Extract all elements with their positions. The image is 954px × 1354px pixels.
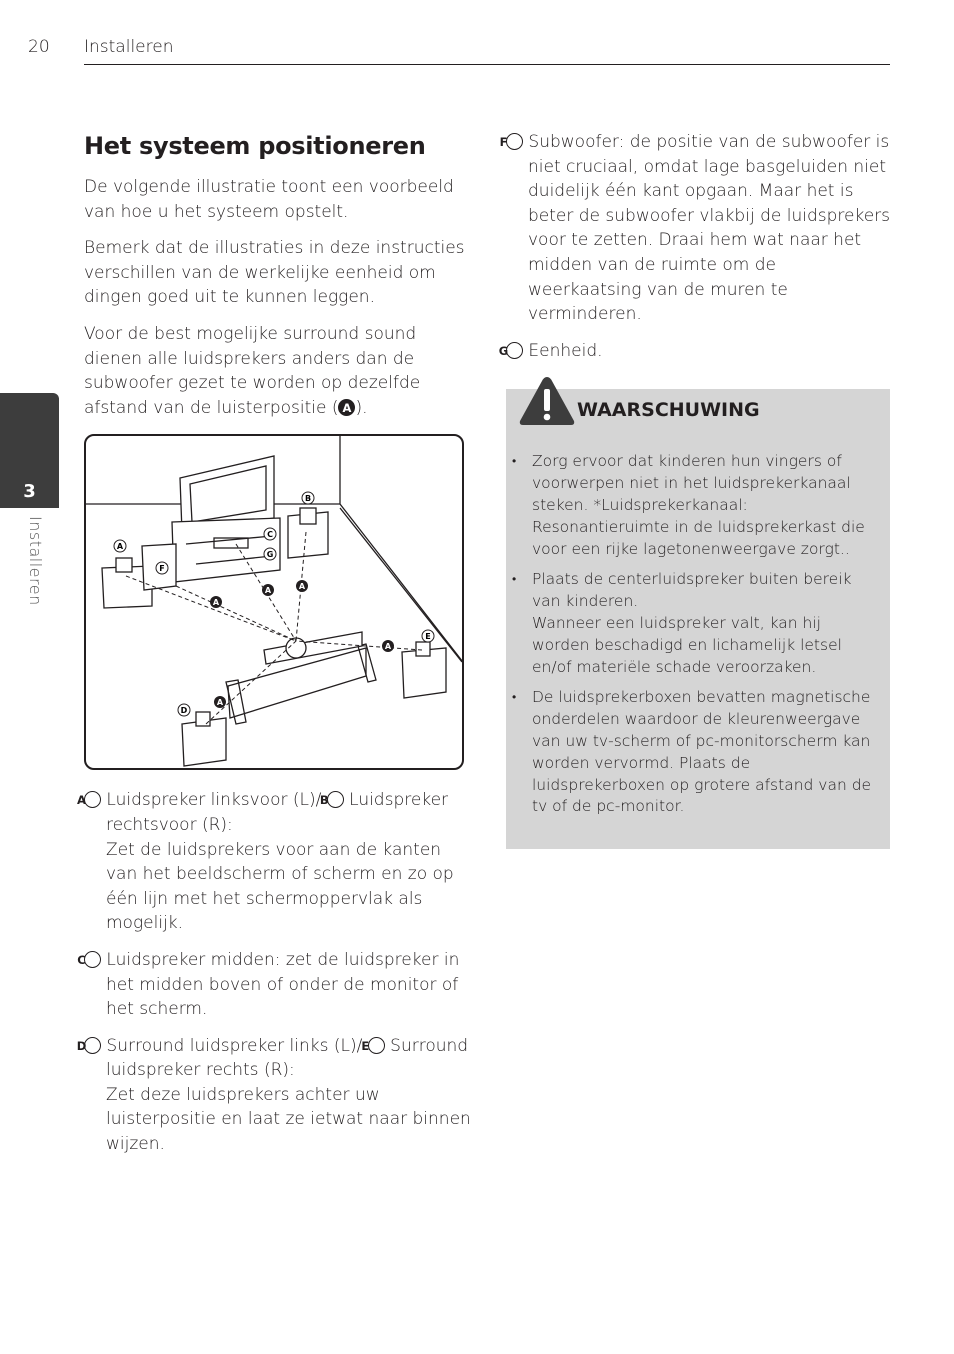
right-column [498,130,891,849]
running-header: Installeren [84,37,174,57]
fig-marker-a-5: A [216,698,224,708]
page-number: 20 [28,37,50,57]
warning-list [506,451,882,818]
warning-item: • Plaats de centerluidspreker buiten bereik van kinderen. Wanneer een luidspreker valt, kan hij worden beschadigd en lichamelijk letsel en/of materiële schade veroorzaken. [506,569,882,678]
fig-label-b: B [304,494,312,504]
item-unit: G Eenheid. [498,340,603,361]
warning-item: • Zorg ervoor dat kinderen hun vingers of voorwerpen niet in het luidsprekerkanaal steken. *Luidsprekerkanaal: Resonantieruimte in de luidsprekerkast die voor een rijke lagetonenweergave zorgt.. [506,451,882,560]
item-surround-body: Zet deze luidsprekers achter uw luisterpositie en laat ze ietwat naar binnen wijzen. [106,1084,471,1155]
intro-paragraph: De volgende illustratie toont een voorbeeld van hoe u het systeem opstelt. [84,177,454,222]
warning-box [506,389,890,849]
label-c-icon: C [84,951,101,968]
left-column [76,130,474,1169]
fig-label-c: C [267,530,273,540]
fig-marker-a-3: A [298,582,306,592]
fig-label-g: G [266,550,274,560]
warning-title: WAARSCHUWING [577,399,760,422]
section-title: Het systeem positioneren [84,132,426,160]
fig-label-d: D [180,706,188,716]
fig-marker-a-1: A [212,598,220,608]
header-rule [84,64,890,65]
label-b-icon: B [327,791,344,808]
label-a-icon: A [84,791,101,808]
room-diagram [86,436,464,770]
item-center-speaker: C Luidspreker midden: zet de luidspreker in het midden boven of onder de monitor of het scherm. [77,949,460,1020]
item-front-body: Zet de luidsprekers voor aan de kanten van het beeldscherm of scherm en zo op één lijn met het schermoppervlak als mogelijk. [106,839,454,934]
fig-label-f: F [159,564,165,574]
label-d-icon: D [84,1037,101,1054]
note-paragraph: Bemerk dat de illustraties in deze instructies verschillen van de werkelijke eenheid om dingen goed uit te kunnen leggen. [84,238,465,308]
label-g-icon: G [506,342,523,359]
item-subwoofer: F Subwoofer: de positie van de subwoofer is niet cruciaal, omdat lage basgeluiden niet duidelijk één kant opgaan. Maar het is beter de subwoofer vlakbij de luidsprekers voor te zetten. Draai hem wat naar het midden van de ruimte om de weerkaatsing van de muren te verminderen. [499,132,891,325]
marker-a-icon: A [338,399,355,416]
fig-label-e: E [425,632,431,642]
chapter-label: Installeren [26,516,45,606]
chapter-tab [0,393,59,508]
label-e-icon: E [368,1037,385,1054]
fig-marker-a-2: A [264,586,272,596]
item-front-speakers: A Luidspreker linksvoor (L)/ B Luidspreker rechtsvoor (R): Zet de luidsprekers voor aan de kanten van het beeldscherm of scherm en zo op één lijn met het schermoppervlak als mogelijk. [84,788,474,936]
speaker-layout-illustration [84,434,464,770]
warning-item: • De luidsprekerboxen bevatten magnetische onderdelen waardoor de kleurenweergave van uw tv-scherm of pc-monitorscherm kan worden vervormd. Plaats de luidsprekerboxen op grotere afstand van de tv of de pc-monitor. [506,687,882,818]
label-f-icon: F [506,133,523,150]
fig-marker-a-4: A [384,642,392,652]
chapter-number: 3 [23,481,36,502]
fig-label-a-outline: A [116,542,124,552]
surround-paragraph: Voor de best mogelijke surround sound dienen alle luidsprekers anders dan de subwoofer gezet te worden op dezelfde afstand van de luisterpositie ( A ). [84,323,421,418]
item-surround-speakers: D Surround luidspreker links (L)/ E Surround luidspreker rechts (R): Zet deze luidsprekers achter uw luisterpositie en laat ze ietwat naar binnen wijzen. [84,1034,474,1157]
warning-triangle-icon [518,375,576,427]
